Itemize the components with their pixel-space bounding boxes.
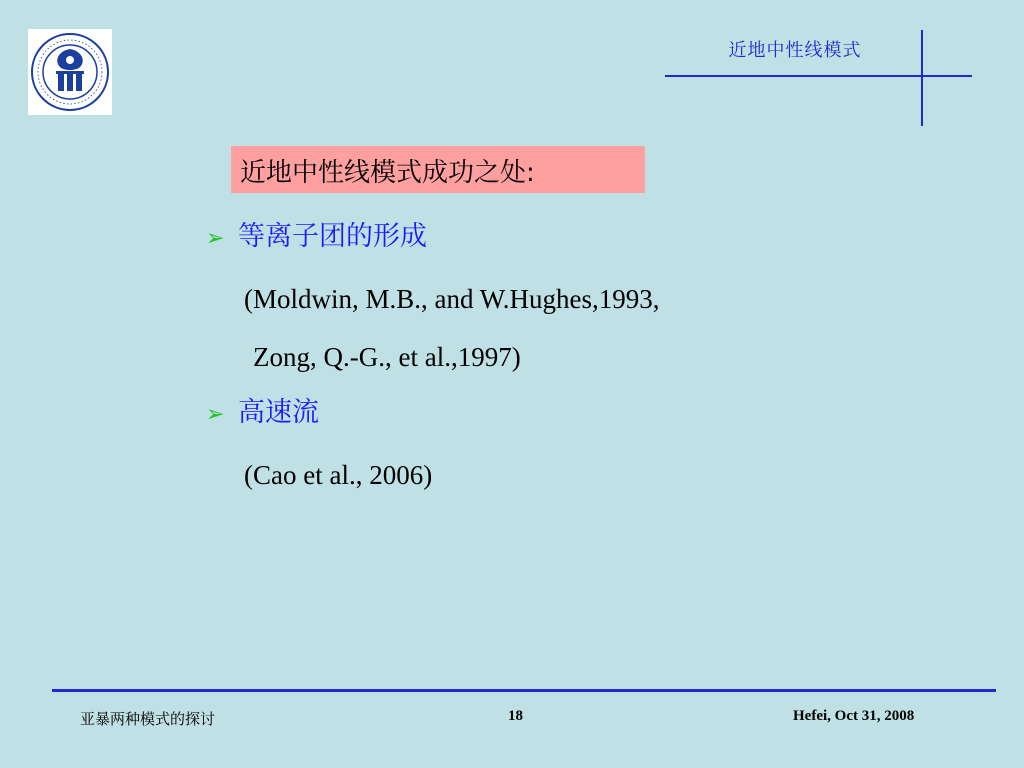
footer-rule	[52, 689, 996, 692]
header-horizontal-rule	[665, 75, 972, 77]
university-seal-icon	[28, 29, 112, 115]
footer-location-date: Hefei, Oct 31, 2008	[793, 708, 915, 724]
reference-line: (Cao et al., 2006)	[244, 460, 433, 490]
bullet-arrow-icon: ➢	[206, 226, 225, 251]
footer-presentation-title: 亚暴两种模式的探讨	[80, 710, 216, 728]
university-logo	[28, 29, 112, 115]
bullet-arrow-icon: ➢	[206, 402, 225, 427]
reference-line: Zong, Q.-G., et al.,1997)	[253, 342, 521, 372]
bullet-item-plasmoid: 等离子团的形成	[238, 221, 427, 252]
reference-line: (Moldwin, M.B., and W.Hughes,1993,	[244, 284, 660, 314]
subtitle: 近地中性线模式成功之处:	[240, 158, 535, 188]
footer-page-number: 18	[508, 708, 523, 724]
bullet-item-fast-flow: 高速流	[238, 397, 319, 428]
header-title: 近地中性线模式	[728, 40, 862, 61]
header-vertical-rule	[921, 30, 923, 126]
